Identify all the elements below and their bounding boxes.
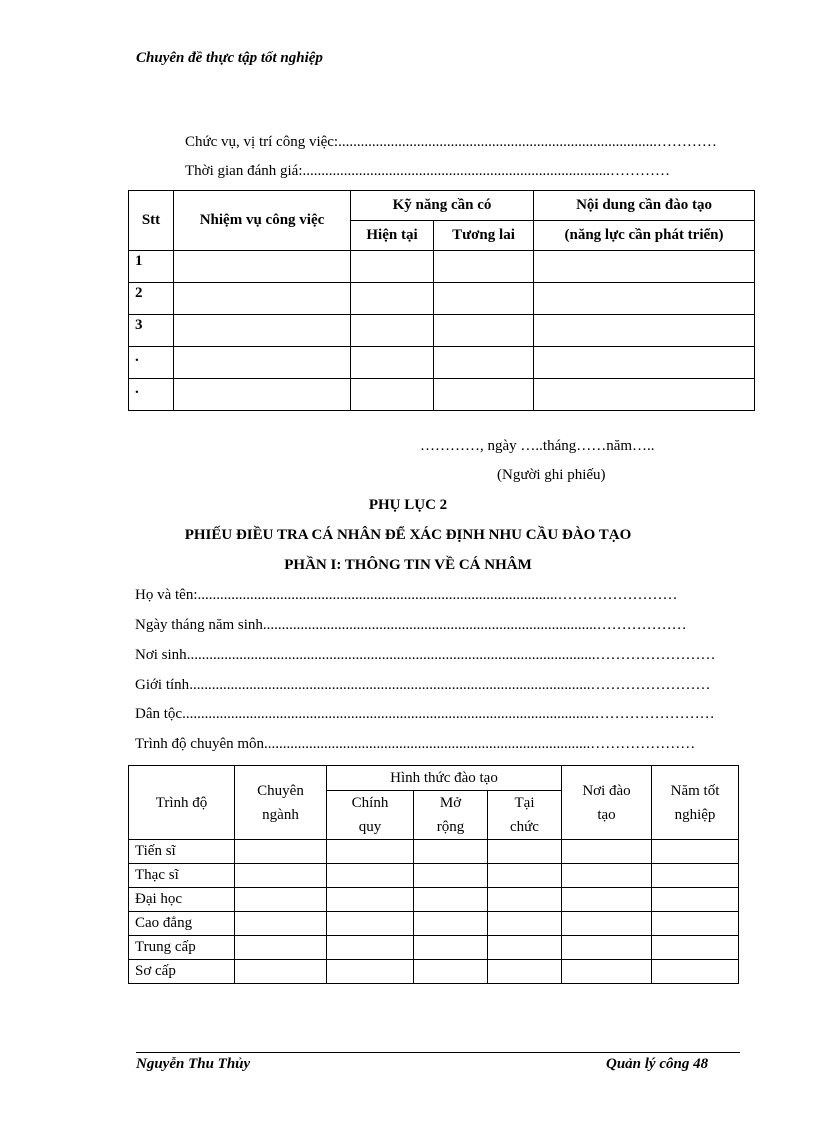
col-inservice-line2: chức (510, 819, 539, 835)
place-cell[interactable] (562, 864, 652, 888)
col-inservice-line1: Tại (514, 795, 535, 811)
date-line: …………, ngày …..tháng……năm….. (420, 438, 655, 454)
col-regular-line2: quy (358, 819, 382, 835)
content-cell[interactable] (534, 379, 755, 411)
position-label: Chức vụ, vị trí công việc: (185, 134, 339, 150)
position-line (185, 134, 717, 151)
qualification-dots: .......................................................................................………………… (264, 736, 696, 752)
major-cell[interactable] (235, 888, 327, 912)
name-line (135, 587, 677, 604)
current-cell[interactable] (351, 379, 434, 411)
regular-cell[interactable] (327, 864, 414, 888)
table-row (129, 315, 755, 347)
row-index: 2 (129, 283, 174, 315)
table-row (129, 912, 739, 936)
gender-line (135, 677, 710, 694)
year-cell[interactable] (652, 936, 739, 960)
current-cell[interactable] (351, 283, 434, 315)
row-index: . (129, 379, 174, 411)
survey-title: PHIẾU ĐIỀU TRA CÁ NHÂN ĐỂ XÁC ĐỊNH NHU CẦU ĐÀO TẠO (184, 527, 632, 543)
inservice-cell[interactable] (488, 864, 562, 888)
table-row (129, 379, 755, 411)
inservice-cell[interactable] (488, 936, 562, 960)
col-task-header: Nhiệm vụ công việc (174, 191, 351, 251)
footer-author: Nguyễn Thu Thủy (136, 1056, 251, 1072)
current-cell[interactable] (351, 315, 434, 347)
col-place-line1: Nơi đào (582, 782, 631, 799)
place-cell[interactable] (562, 960, 652, 984)
future-cell[interactable] (434, 347, 534, 379)
regular-cell[interactable] (327, 840, 414, 864)
table-row (129, 251, 755, 283)
inservice-cell[interactable] (488, 840, 562, 864)
table-row (129, 283, 755, 315)
table-row (129, 960, 739, 984)
content-cell[interactable] (534, 347, 755, 379)
future-cell[interactable] (434, 379, 534, 411)
section-title: PHẦN I: THÔNG TIN VỀ CÁ NHÂM (284, 557, 532, 573)
col-major-header (235, 766, 327, 840)
col-skills-header: Kỹ năng cần có (351, 191, 534, 221)
level-cell: Sơ cấp (129, 960, 235, 984)
content-cell[interactable] (534, 283, 755, 315)
major-cell[interactable] (235, 936, 327, 960)
col-extended-line1: Mở (439, 795, 462, 811)
task-cell[interactable] (174, 283, 351, 315)
col-regular-header (327, 791, 414, 840)
place-cell[interactable] (562, 912, 652, 936)
name-label: Họ và tên: (135, 587, 198, 603)
signer-label: (Người ghi phiếu) (497, 467, 606, 483)
eval-time-dots: ..................................................................................………… (302, 163, 670, 179)
year-cell[interactable] (652, 960, 739, 984)
birthplace-dots: .............................................................................................................…………………… (186, 647, 716, 663)
col-current-header: Hiện tại (351, 221, 434, 251)
col-content-header-line2: (năng lực cần phát triển) (534, 221, 755, 251)
extended-cell[interactable] (414, 960, 488, 984)
col-stt-header: Stt (129, 191, 174, 251)
place-cell[interactable] (562, 888, 652, 912)
table-row (129, 347, 755, 379)
ethnicity-label: Dân tộc (135, 706, 183, 722)
table-row (129, 888, 739, 912)
regular-cell[interactable] (327, 888, 414, 912)
name-dots: ................................................................................................…………………… (197, 587, 678, 603)
task-cell[interactable] (174, 315, 351, 347)
footer-page: Quản lý công 48 (606, 1056, 709, 1072)
regular-cell[interactable] (327, 960, 414, 984)
gender-dots: ...........................................................................................................…………………… (189, 677, 711, 693)
position-dots: .....................................................................................………… (338, 134, 717, 150)
col-year-line1: Năm tốt (670, 782, 720, 799)
row-index: 3 (129, 315, 174, 347)
major-cell[interactable] (235, 864, 327, 888)
col-extended-header (414, 791, 488, 840)
skills-assessment-table (128, 190, 755, 411)
current-cell[interactable] (351, 347, 434, 379)
extended-cell[interactable] (414, 864, 488, 888)
qualification-label: Trình độ chuyên môn (135, 736, 265, 752)
task-cell[interactable] (174, 347, 351, 379)
dob-line (135, 617, 687, 634)
page-header-title: Chuyên đề thực tập tốt nghiệp (136, 50, 323, 66)
col-content-header-line1: Nội dung cần đào tạo (534, 191, 755, 221)
regular-cell[interactable] (327, 912, 414, 936)
extended-cell[interactable] (414, 888, 488, 912)
year-cell[interactable] (652, 864, 739, 888)
col-major-line2: ngành (262, 806, 299, 823)
col-extended-line2: rộng (436, 819, 465, 835)
qualification-line (135, 736, 695, 753)
level-cell: Đại học (129, 888, 235, 912)
col-form-header: Hình thức đào tạo (327, 766, 562, 791)
col-inservice-header (488, 791, 562, 840)
col-level-header: Trình độ (129, 766, 235, 840)
gender-label: Giới tính (135, 677, 190, 693)
col-regular-line1: Chính (351, 795, 389, 811)
birthplace-line (135, 647, 715, 664)
future-cell[interactable] (434, 315, 534, 347)
level-cell: Cao đẳng (129, 912, 235, 936)
table-row (129, 936, 739, 960)
task-cell[interactable] (174, 379, 351, 411)
major-cell[interactable] (235, 840, 327, 864)
place-cell[interactable] (562, 936, 652, 960)
content-cell[interactable] (534, 251, 755, 283)
extended-cell[interactable] (414, 840, 488, 864)
row-index: 1 (129, 251, 174, 283)
task-cell[interactable] (174, 251, 351, 283)
future-cell[interactable] (434, 251, 534, 283)
education-table (128, 765, 739, 984)
col-place-line2: tạo (597, 806, 616, 823)
birthplace-label: Nơi sinh (135, 647, 187, 663)
year-cell[interactable] (652, 912, 739, 936)
col-place-header (562, 766, 652, 840)
regular-cell[interactable] (327, 936, 414, 960)
year-cell[interactable] (652, 888, 739, 912)
future-cell[interactable] (434, 283, 534, 315)
inservice-cell[interactable] (488, 912, 562, 936)
footer-divider (136, 1052, 740, 1053)
dob-label: Ngày tháng năm sinh (135, 617, 263, 633)
row-index: . (129, 347, 174, 379)
major-cell[interactable] (235, 960, 327, 984)
eval-time-line (185, 163, 670, 180)
inservice-cell[interactable] (488, 888, 562, 912)
dob-dots: .........................................................................................……………… (262, 617, 687, 633)
ethnicity-line (135, 706, 715, 723)
appendix-title: PHỤ LỤC 2 (368, 497, 448, 513)
eval-time-label: Thời gian đánh giá: (185, 163, 303, 179)
col-year-line2: nghiệp (674, 806, 716, 823)
level-cell: Trung cấp (129, 936, 235, 960)
col-future-header: Tương lai (434, 221, 534, 251)
table-row (129, 864, 739, 888)
current-cell[interactable] (351, 251, 434, 283)
place-cell[interactable] (562, 840, 652, 864)
year-cell[interactable] (652, 840, 739, 864)
level-cell: Thạc sĩ (129, 864, 235, 888)
col-major-line1: Chuyên (257, 782, 304, 799)
table-row (129, 840, 739, 864)
ethnicity-dots: ..............................................................................................................…………………… (182, 706, 715, 722)
level-cell: Tiến sĩ (129, 840, 235, 864)
extended-cell[interactable] (414, 912, 488, 936)
extended-cell[interactable] (414, 936, 488, 960)
inservice-cell[interactable] (488, 960, 562, 984)
content-cell[interactable] (534, 315, 755, 347)
col-year-header (652, 766, 739, 840)
major-cell[interactable] (235, 912, 327, 936)
